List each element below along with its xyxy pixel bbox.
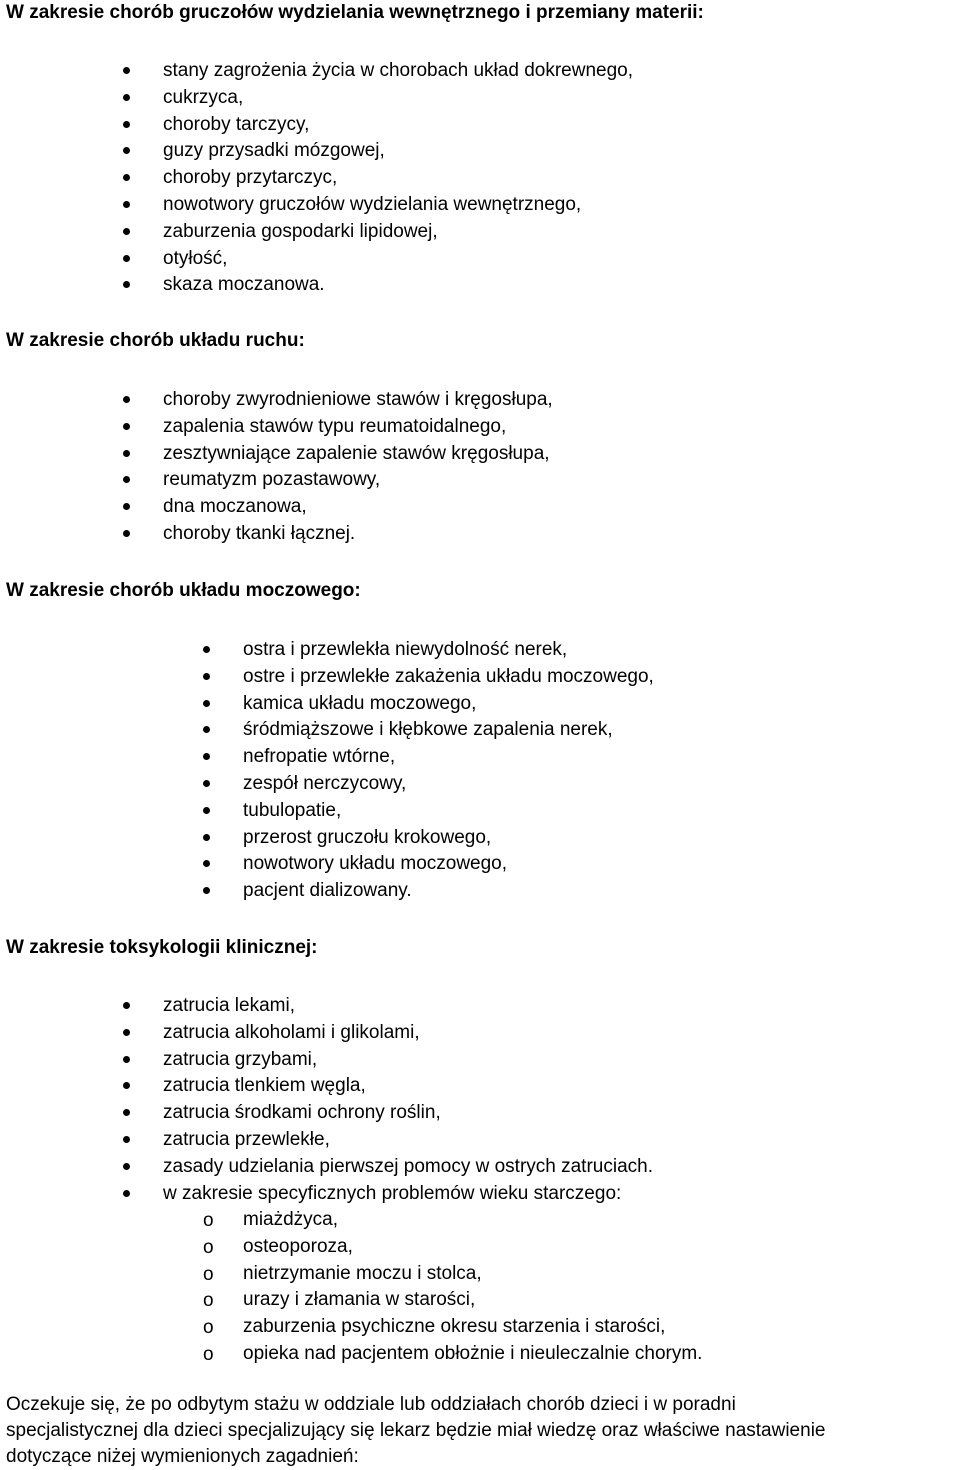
- list-item: ostre i przewlekłe zakażenia układu moczowego,: [243, 664, 654, 691]
- sublist-item: o urazy i złamania w starości,: [243, 1287, 702, 1314]
- bullet-icon: [123, 228, 130, 235]
- bullet-icon: [123, 1029, 130, 1036]
- section-heading-toxicology: W zakresie toksykologii klinicznej:: [6, 937, 318, 958]
- list-item: zatrucia tlenkiem węgla,: [163, 1073, 653, 1100]
- sublist-item: o zaburzenia psychiczne okresu starzenia i starości,: [243, 1314, 702, 1341]
- bullet-icon: [123, 503, 130, 510]
- circle-bullet-icon: o: [203, 1236, 214, 1258]
- list-item: w zakresie specyficznych problemów wieku starczego:: [163, 1181, 653, 1208]
- bullet-icon: [203, 860, 210, 867]
- list-item: choroby zwyrodnieniowe stawów i kręgosłupa,: [163, 387, 553, 414]
- bullet-icon: [123, 201, 130, 208]
- elderly-sublist: [203, 1207, 703, 1368]
- bullet-icon: [123, 174, 130, 181]
- list-item: przerost gruczołu krokowego,: [243, 825, 654, 852]
- bullet-icon: [123, 1002, 130, 1009]
- musculoskeletal-list: [163, 387, 553, 548]
- bullet-icon: [123, 255, 130, 262]
- bullet-icon: [203, 887, 210, 894]
- list-item: nefropatie wtórne,: [243, 744, 654, 771]
- list-item: ostra i przewlekła niewydolność nerek,: [243, 637, 654, 664]
- list-item: tubulopatie,: [243, 798, 654, 825]
- bullet-icon: [123, 423, 130, 430]
- list-item: kamica układu moczowego,: [243, 691, 654, 718]
- circle-bullet-icon: o: [203, 1210, 214, 1231]
- bullet-icon: [123, 1190, 130, 1197]
- closing-paragraph: [6, 1392, 960, 1470]
- list-item: choroby tarczycy,: [163, 112, 633, 139]
- bullet-icon: [203, 726, 210, 733]
- circle-bullet-icon: o: [203, 1317, 214, 1339]
- bullet-icon: [123, 94, 130, 101]
- list-item: zasady udzielania pierwszej pomocy w ostrych zatruciach.: [163, 1154, 653, 1181]
- sublist-item: o miażdżyca,: [243, 1207, 702, 1234]
- list-item: guzy przysadki mózgowej,: [163, 138, 633, 165]
- list-item: choroby przytarczyc,: [163, 165, 633, 192]
- section-heading-musculoskeletal: W zakresie chorób układu ruchu:: [6, 330, 305, 351]
- endocrine-list: [163, 58, 633, 299]
- urinary-list: [243, 637, 654, 905]
- bullet-icon: [203, 753, 210, 760]
- sublist-item: o opieka nad pacjentem obłożnie i nieuleczalnie chorym.: [243, 1341, 702, 1368]
- list-item: reumatyzm pozastawowy,: [163, 467, 553, 494]
- list-item: zatrucia przewlekłe,: [163, 1127, 653, 1154]
- bullet-icon: [123, 1163, 130, 1170]
- bullet-icon: [123, 67, 130, 74]
- list-item: śródmiąższowe i kłębkowe zapalenia nerek,: [243, 717, 654, 744]
- section-heading-urinary: W zakresie chorób układu moczowego:: [6, 580, 361, 601]
- list-item: skaza moczanowa.: [163, 272, 633, 299]
- bullet-icon: [203, 646, 210, 653]
- list-item: cukrzyca,: [163, 85, 633, 112]
- bullet-icon: [123, 450, 130, 457]
- list-item: stany zagrożenia życia w chorobach układ dokrewnego,: [163, 58, 633, 85]
- list-item: zatrucia środkami ochrony roślin,: [163, 1100, 653, 1127]
- bullet-icon: [203, 700, 210, 707]
- list-item: zatrucia grzybami,: [163, 1047, 653, 1074]
- list-item: zesztywniające zapalenie stawów kręgosłupa,: [163, 441, 553, 468]
- bullet-icon: [203, 673, 210, 680]
- list-item: pacjent dializowany.: [243, 878, 654, 905]
- list-item: otyłość,: [163, 246, 633, 273]
- sublist-item: o osteoporoza,: [243, 1234, 702, 1261]
- circle-bullet-icon: o: [203, 1343, 214, 1365]
- circle-bullet-icon: o: [203, 1290, 214, 1312]
- bullet-icon: [123, 1082, 130, 1089]
- sublist-item: o nietrzymanie moczu i stolca,: [243, 1261, 702, 1288]
- bullet-icon: [123, 121, 130, 128]
- bullet-icon: [123, 396, 130, 403]
- paragraph-line: Oczekuje się, że po odbytym stażu w oddziale lub oddziałach chorób dzieci i w poradni: [6, 1394, 736, 1415]
- bullet-icon: [123, 530, 130, 537]
- bullet-icon: [123, 147, 130, 154]
- list-item: zatrucia alkoholami i glikolami,: [163, 1020, 653, 1047]
- bullet-icon: [203, 834, 210, 841]
- section-heading-endocrine: W zakresie chorób gruczołów wydzielania wewnętrznego i przemiany materii:: [6, 2, 704, 23]
- circle-bullet-icon: o: [203, 1263, 214, 1285]
- list-item: choroby tkanki łącznej.: [163, 521, 553, 548]
- list-item: zaburzenia gospodarki lipidowej,: [163, 219, 633, 246]
- list-item: dna moczanowa,: [163, 494, 553, 521]
- list-item: zatrucia lekami,: [163, 993, 653, 1020]
- paragraph-line: specjalistycznej dla dzieci specjalizujący się lekarz będzie miał wiedzę oraz właściwe nastawienie: [6, 1420, 826, 1441]
- bullet-icon: [203, 807, 210, 814]
- list-item: nowotwory gruczołów wydzielania wewnętrznego,: [163, 192, 633, 219]
- bullet-icon: [123, 1056, 130, 1063]
- paragraph-line: dotyczące niżej wymienionych zagadnień:: [6, 1446, 359, 1467]
- bullet-icon: [123, 281, 130, 288]
- list-item: zespół nerczycowy,: [243, 771, 654, 798]
- bullet-icon: [123, 1109, 130, 1116]
- bullet-icon: [123, 1136, 130, 1143]
- bullet-icon: [203, 780, 210, 787]
- bullet-icon: [123, 476, 130, 483]
- list-item: nowotwory układu moczowego,: [243, 851, 654, 878]
- toxicology-list: [163, 993, 653, 1207]
- list-item: zapalenia stawów typu reumatoidalnego,: [163, 414, 553, 441]
